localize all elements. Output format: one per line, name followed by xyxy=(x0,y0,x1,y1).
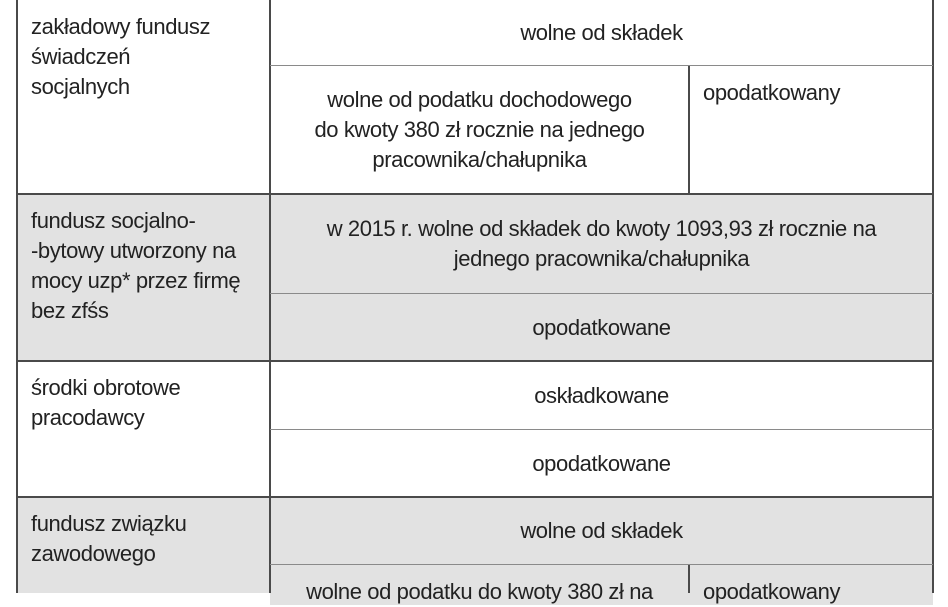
tax-cell: opodatkowane xyxy=(270,294,933,361)
sub-row-divider xyxy=(270,429,933,430)
column-divider xyxy=(688,565,690,593)
table-border-left xyxy=(16,0,18,593)
row-divider xyxy=(16,193,934,195)
contributions-cell: wolne od składek xyxy=(520,20,683,45)
contributions-cell: w 2015 r. wolne od składek do kwoty 1093,93 zł rocznie na jednego pracownika/chałupnika xyxy=(270,194,933,294)
tax-cell-right: opodatkowany xyxy=(703,80,841,105)
sub-row-divider xyxy=(270,65,933,66)
tax-cell-left: wolne od podatku dochodowego do kwoty 380 zł rocznie na jednego pracownika/chałupnika xyxy=(314,87,645,172)
contributions-cell: oskładkowane xyxy=(534,382,669,408)
sub-row-divider xyxy=(270,564,933,565)
row-source-cell: fundusz związku zawodowego xyxy=(17,497,270,593)
column-divider xyxy=(688,66,690,194)
tax-cell-right: opodatkowany xyxy=(689,565,933,605)
row-divider xyxy=(16,360,934,362)
table-border-right xyxy=(932,0,934,593)
row-divider xyxy=(16,496,934,498)
tax-cell: opodatkowane xyxy=(532,450,671,476)
tax-cell-left: wolne od podatku do kwoty 380 zł na xyxy=(270,565,689,605)
column-divider xyxy=(269,0,271,593)
contributions-cell: wolne od składek xyxy=(270,497,933,565)
row-source-cell: środki obrotowe pracodawcy xyxy=(31,375,181,430)
row-source-cell: zakładowy fundusz świadczeń socjalnych xyxy=(31,14,211,99)
sub-row-divider xyxy=(270,293,933,294)
row-source-cell: fundusz socjalno- -bytowy utworzony na mocy uzp* przez firmę bez zfśs xyxy=(17,194,270,361)
